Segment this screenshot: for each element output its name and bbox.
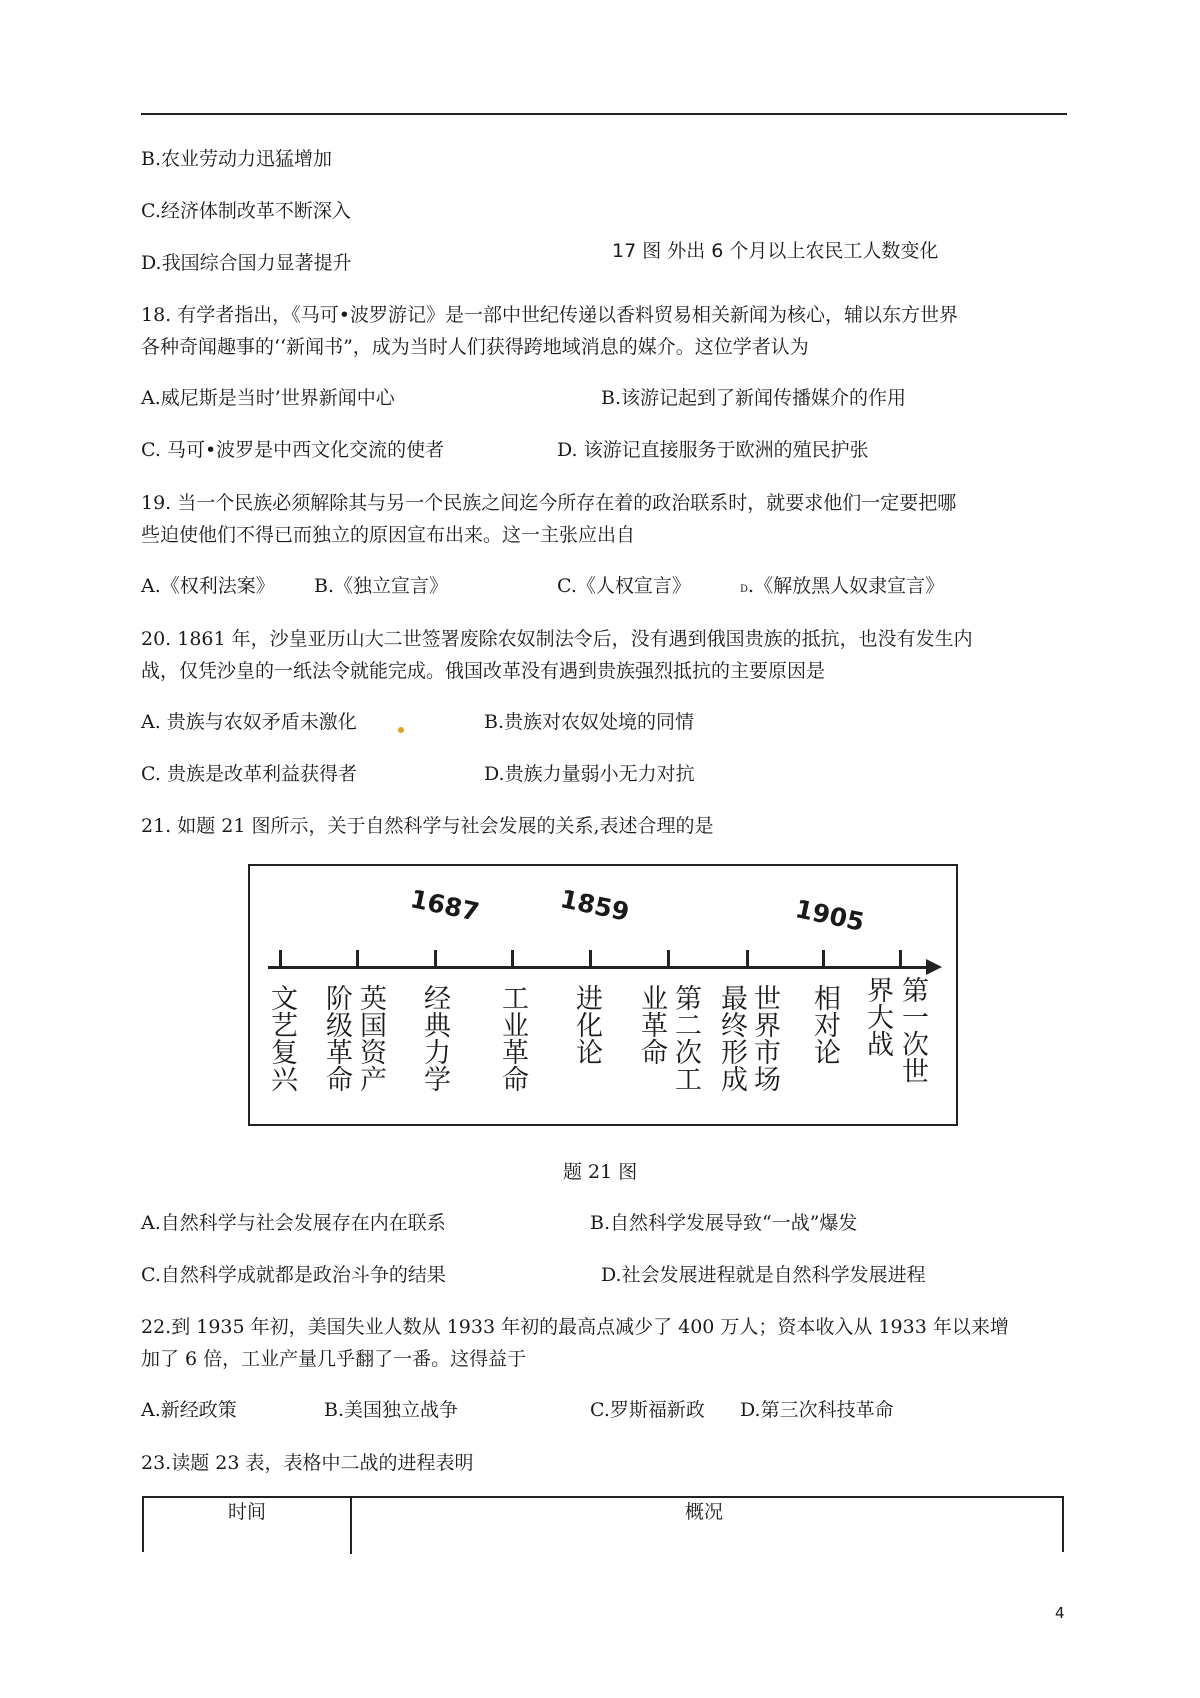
timeline-year-1859: 1859 xyxy=(557,884,632,927)
q23-col-summary: 概况 xyxy=(685,1501,724,1523)
q18-option-c: C. 马可•波罗是中西文化交流的使者 xyxy=(141,439,445,461)
timeline-tick xyxy=(746,950,749,967)
timeline-label-finally-formed: 最终形成 xyxy=(716,984,747,1092)
timeline-label-british-bourgeois: 英国资产 xyxy=(355,984,386,1092)
q22-stem-line2: 加了 6 倍，工业产量几乎翻了一番。这得益于 xyxy=(141,1348,527,1370)
timeline-label-classical-mechanics: 经典力学 xyxy=(419,984,450,1092)
q21-figure-caption: 题 21 图 xyxy=(563,1161,638,1183)
q21-option-b: B.自然科学发展导致“一战”爆发 xyxy=(590,1212,858,1234)
q17-option-c: C.经济体制改革不断深入 xyxy=(141,200,351,222)
q20-option-d: D.贵族力量弱小无力对抗 xyxy=(484,763,695,785)
timeline-tick xyxy=(279,950,282,967)
q18-stem-line2: 各种奇闻趣事的‘‘新闻书”，成为当时人们获得跨地域消息的媒介。这位学者认为 xyxy=(141,336,809,358)
timeline-year-1687: 1687 xyxy=(407,884,482,927)
q18-option-b: B.该游记起到了新闻传播媒介的作用 xyxy=(601,387,907,409)
q18-option-d: D. 该游记直接服务于欧洲的殖民护张 xyxy=(557,439,869,461)
q19-stem-line1: 19. 当一个民族必须解除其与另一个民族之间迄今所存在着的政治联系时，就要求他们一定要把哪 xyxy=(141,492,957,514)
q21-option-c: C.自然科学成就都是政治斗争的结果 xyxy=(141,1264,446,1286)
timeline-tick xyxy=(822,950,825,967)
timeline-tick xyxy=(589,950,592,967)
timeline-label-industrial-revolution-2b: 业革命 xyxy=(636,984,667,1065)
q22-option-d: D.第三次科技革命 xyxy=(740,1399,894,1421)
timeline-label-class-revolution: 阶级革命 xyxy=(321,984,352,1092)
q21-option-a: A.自然科学与社会发展存在内在联系 xyxy=(141,1212,446,1234)
q22-option-c: C.罗斯福新政 xyxy=(590,1399,705,1421)
q19-stem-line2: 些迫使他们不得已而独立的原因宣布出来。这一主张应出自 xyxy=(141,524,636,546)
page-number: 4 xyxy=(1055,1604,1065,1622)
timeline-label-world-war: 界大战 xyxy=(862,976,893,1057)
q22-option-b: B.美国独立战争 xyxy=(324,1399,459,1421)
q21-stem: 21. 如题 21 图所示，关于自然科学与社会发展的关系,表述合理的是 xyxy=(141,815,714,837)
q23-table-divider xyxy=(350,1498,352,1554)
q21-option-d: D.社会发展进程就是自然科学发展进程 xyxy=(601,1264,926,1286)
q17-figure-caption: 17 图 外出 6 个月以上农民工人数变化 xyxy=(612,240,939,262)
q18-option-a: A.威尼斯是当时’世界新闻中心 xyxy=(141,387,395,409)
q18-stem-line1: 18. 有学者指出，《马可•波罗游记》是一部中世纪传递以香料贸易相关新闻为核心，辅以东方世界 xyxy=(141,304,958,326)
q17-option-b: B.农业劳动力迅猛增加 xyxy=(141,148,333,170)
timeline-axis xyxy=(268,966,934,969)
header-rule xyxy=(141,113,1067,115)
q20-stem-line2: 战，仅凭沙皇的一纸法令就能完成。俄国改革没有遇到贵族强烈抵抗的主要原因是 xyxy=(141,660,826,682)
timeline-tick xyxy=(899,950,902,967)
timeline-tick xyxy=(667,950,670,967)
timeline-label-first-world: 第一次世 xyxy=(897,976,928,1084)
q17-option-d: D.我国综合国力显著提升 xyxy=(141,252,352,274)
q22-option-a: A.新经政策 xyxy=(141,1399,237,1421)
timeline-tick xyxy=(511,950,514,967)
q20-option-a: A. 贵族与农奴矛盾未激化 xyxy=(141,711,357,733)
timeline-label-industrial-revolution: 工业革命 xyxy=(497,984,528,1092)
q19-option-d: D.《解放黑人奴隶宣言》 xyxy=(740,575,945,597)
q20-option-b: B.贵族对农奴处境的同情 xyxy=(484,711,695,733)
timeline-arrow xyxy=(926,959,942,975)
q22-stem-line1: 22.到 1935 年初，美国失业人数从 1933 年初的最高点减少了 400 万人；资本收入从 1933 年以来增 xyxy=(141,1316,1009,1338)
timeline-label-evolution: 进化论 xyxy=(571,984,602,1065)
q20-stem-line1: 20. 1861 年，沙皇亚历山大二世签署废除农奴制法令后，没有遇到俄国贵族的抵抗，也没有发生内 xyxy=(141,628,973,650)
q23-stem: 23.读题 23 表，表格中二战的进程表明 xyxy=(141,1452,474,1474)
timeline-label-renaissance: 文艺复兴 xyxy=(266,984,297,1092)
timeline-year-1905: 1905 xyxy=(792,894,867,937)
q19-option-a: A.《权利法案》 xyxy=(141,575,275,597)
timeline-label-relativity: 相对论 xyxy=(809,984,840,1065)
timeline-label-second-industrial: 第二次工 xyxy=(670,984,701,1092)
timeline-tick xyxy=(356,950,359,967)
stray-mark xyxy=(398,727,404,733)
q19-option-c: C.《人权宣言》 xyxy=(557,575,691,597)
q20-option-c: C. 贵族是改革利益获得者 xyxy=(141,763,357,785)
q23-table xyxy=(142,1496,1064,1552)
q23-col-time: 时间 xyxy=(228,1501,267,1523)
timeline-tick xyxy=(434,950,437,967)
q19-option-b: B.《独立宣言》 xyxy=(314,575,449,597)
timeline-label-world-market: 世界市场 xyxy=(749,984,780,1092)
